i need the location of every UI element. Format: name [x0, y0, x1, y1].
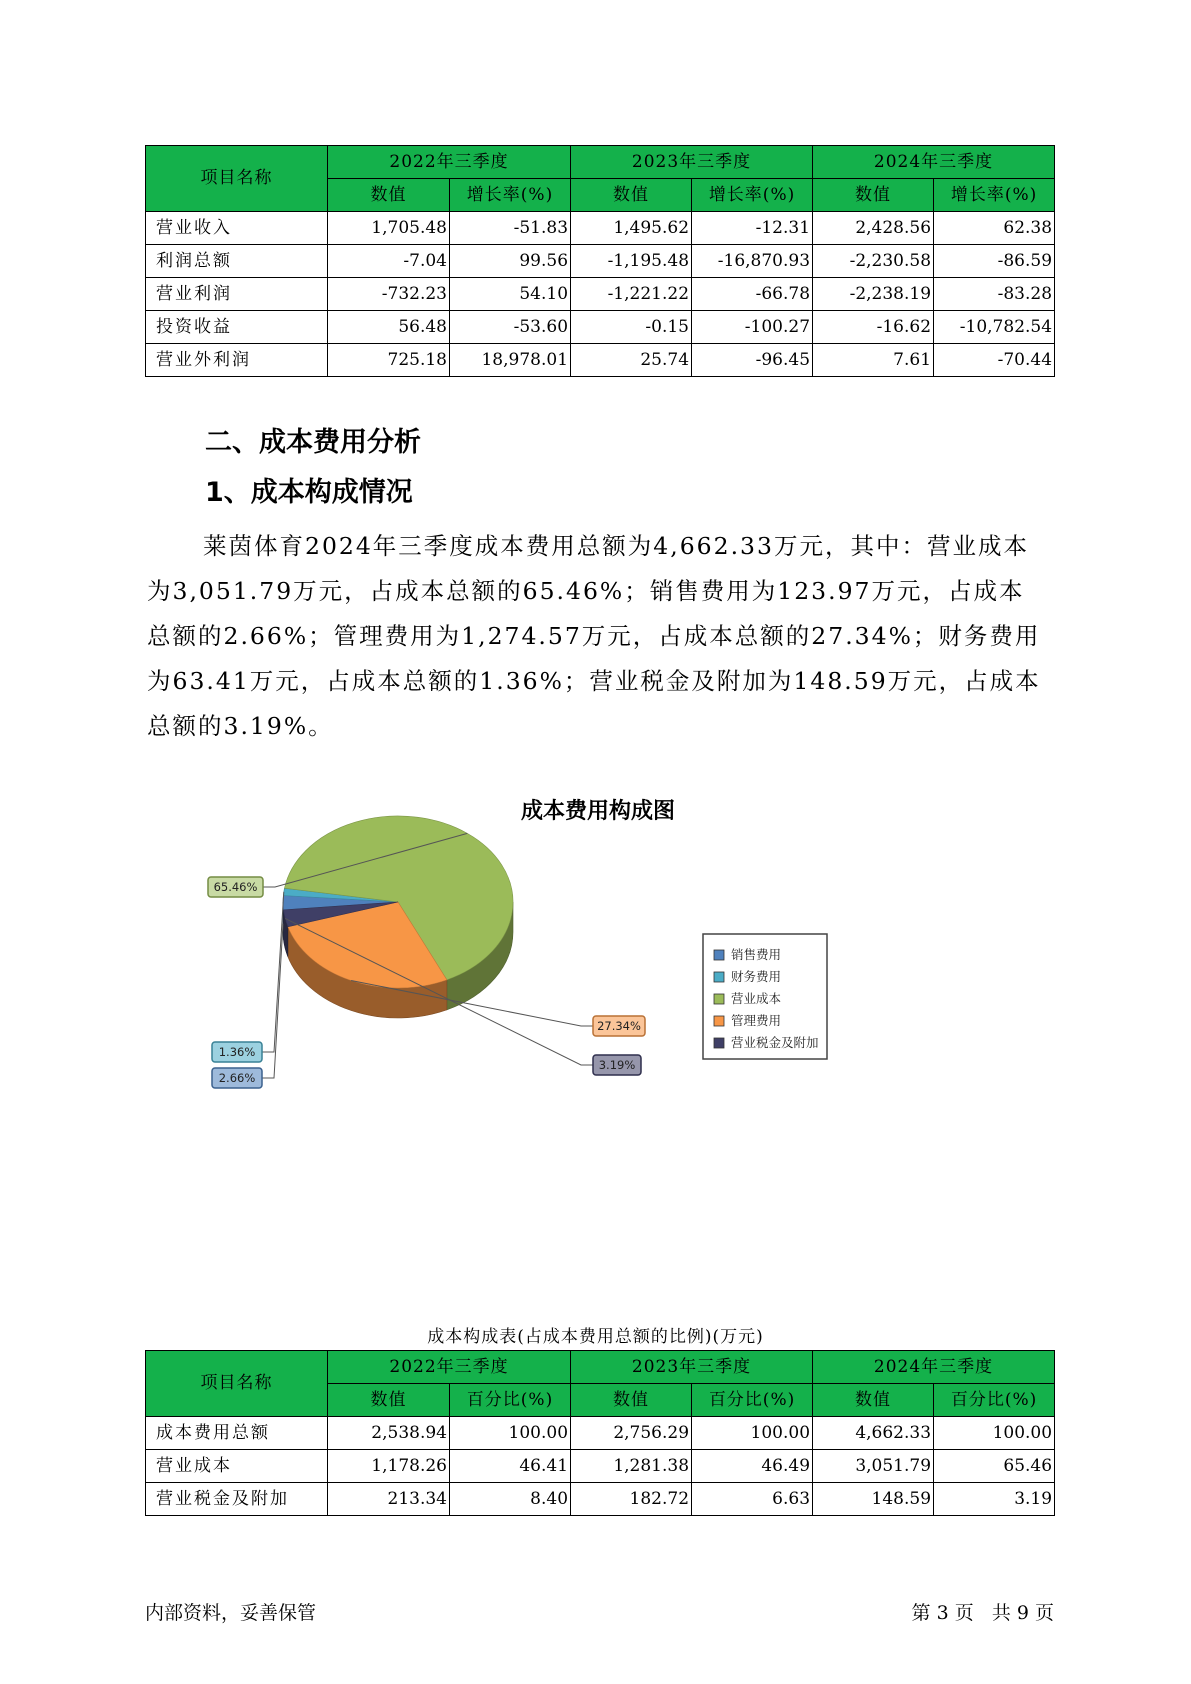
chart-title: 成本费用构成图: [520, 799, 676, 824]
cell-value: 56.48: [328, 311, 450, 344]
data-label: 27.34%: [597, 1019, 641, 1033]
header-percent: 百分比(%): [450, 1384, 571, 1417]
row-label: 成本费用总额: [146, 1417, 328, 1450]
header-value: 数值: [571, 1384, 692, 1417]
header-period: 2024年三季度: [813, 1351, 1055, 1384]
cell-growth: -70.44: [934, 344, 1055, 377]
cell-value: -732.23: [328, 278, 450, 311]
legend-swatch: [714, 1038, 724, 1048]
footer-note: 内部资料，妥善保管: [145, 1602, 317, 1624]
cell-percent: 46.49: [692, 1450, 813, 1483]
profit-table: [145, 145, 1055, 377]
header-growth: 增长率(%): [692, 179, 813, 212]
cost-pie-chart: [0, 780, 1191, 1120]
table-row: [146, 344, 1055, 377]
cell-growth: -96.45: [692, 344, 813, 377]
cell-value: 4,662.33: [813, 1417, 934, 1450]
cell-percent: 3.19: [934, 1483, 1055, 1516]
row-label: 营业外利润: [146, 344, 328, 377]
data-label: 1.36%: [218, 1045, 256, 1059]
data-label: 65.46%: [213, 880, 258, 894]
cell-percent: 100.00: [934, 1417, 1055, 1450]
cell-value: 1,495.62: [571, 212, 692, 245]
data-label: 2.66%: [218, 1071, 256, 1085]
cell-value: -2,230.58: [813, 245, 934, 278]
legend-label: 营业税金及附加: [731, 1035, 819, 1050]
legend-swatch: [714, 994, 724, 1004]
table-row: [146, 212, 1055, 245]
page-number: 第 3 页 共 9 页: [911, 1602, 1054, 1624]
cell-growth: -100.27: [692, 311, 813, 344]
header-value: 数值: [571, 179, 692, 212]
header-item-name: 项目名称: [146, 146, 328, 212]
cell-percent: 8.40: [450, 1483, 571, 1516]
cell-growth: -16,870.93: [692, 245, 813, 278]
cell-value: 7.61: [813, 344, 934, 377]
cell-value: -1,221.22: [571, 278, 692, 311]
cell-value: -1,195.48: [571, 245, 692, 278]
cell-growth: -12.31: [692, 212, 813, 245]
header-period: 2022年三季度: [328, 146, 571, 179]
table-row: [146, 278, 1055, 311]
row-label: 营业收入: [146, 212, 328, 245]
cell-value: -0.15: [571, 311, 692, 344]
header-period: 2023年三季度: [571, 146, 813, 179]
header-value: 数值: [813, 1384, 934, 1417]
cell-growth: -66.78: [692, 278, 813, 311]
cell-percent: 6.63: [692, 1483, 813, 1516]
legend-swatch: [714, 972, 724, 982]
cell-value: -2,238.19: [813, 278, 934, 311]
cell-value: 1,705.48: [328, 212, 450, 245]
cell-growth: 18,978.01: [450, 344, 571, 377]
cell-value: 182.72: [571, 1483, 692, 1516]
cell-value: 2,428.56: [813, 212, 934, 245]
cell-growth: -83.28: [934, 278, 1055, 311]
cell-growth: 54.10: [450, 278, 571, 311]
cell-value: 25.74: [571, 344, 692, 377]
cell-value: 725.18: [328, 344, 450, 377]
table-row: [146, 245, 1055, 278]
row-label: 营业税金及附加: [146, 1483, 328, 1516]
cell-value: 1,178.26: [328, 1450, 450, 1483]
cell-growth: 62.38: [934, 212, 1055, 245]
row-label: 投资收益: [146, 311, 328, 344]
legend-swatch: [714, 950, 724, 960]
cell-value: -7.04: [328, 245, 450, 278]
header-percent: 百分比(%): [934, 1384, 1055, 1417]
data-label: 3.19%: [598, 1058, 636, 1072]
header-value: 数值: [813, 179, 934, 212]
cell-value: 213.34: [328, 1483, 450, 1516]
section-heading: 二、成本费用分析: [205, 427, 421, 458]
cell-growth: -10,782.54: [934, 311, 1055, 344]
header-percent: 百分比(%): [692, 1384, 813, 1417]
legend-label: 营业成本: [731, 991, 782, 1006]
cell-value: 3,051.79: [813, 1450, 934, 1483]
table-row: [146, 1483, 1055, 1516]
legend-label: 管理费用: [731, 1013, 782, 1028]
legend-swatch: [714, 1016, 724, 1026]
cell-growth: -86.59: [934, 245, 1055, 278]
table-row: [146, 1417, 1055, 1450]
cell-percent: 65.46: [934, 1450, 1055, 1483]
cell-value: 148.59: [813, 1483, 934, 1516]
cell-growth: -53.60: [450, 311, 571, 344]
cost-table: [145, 1350, 1055, 1516]
header-period: 2023年三季度: [571, 1351, 813, 1384]
cell-growth: 99.56: [450, 245, 571, 278]
summary-paragraph: 莱茵体育2024年三季度成本费用总额为4,662.33万元，其中：营业成本为3,051.79万元，占成本总额的65.46%；销售费用为123.97万元，占成本总额的2.66%；管理费用为1,274.57万元，占成本总额的27.34%；财务费用为63.41万元，占成本总额的1.36%；营业税金及附加为148.59万元，占成本总额的3.19%。: [147, 532, 1041, 740]
cell-growth: -51.83: [450, 212, 571, 245]
cell-percent: 100.00: [450, 1417, 571, 1450]
table-row: [146, 1450, 1055, 1483]
leader-line: [262, 924, 283, 1078]
legend-label: 财务费用: [731, 969, 782, 984]
row-label: 营业成本: [146, 1450, 328, 1483]
header-item-name: 项目名称: [146, 1351, 328, 1417]
table-row: [146, 311, 1055, 344]
table-caption: 成本构成表(占成本费用总额的比例)(万元): [427, 1327, 764, 1347]
legend-label: 销售费用: [731, 947, 782, 962]
cell-value: -16.62: [813, 311, 934, 344]
cell-percent: 100.00: [692, 1417, 813, 1450]
header-period: 2024年三季度: [813, 146, 1055, 179]
row-label: 营业利润: [146, 278, 328, 311]
cell-value: 2,538.94: [328, 1417, 450, 1450]
subsection-heading: 1、成本构成情况: [205, 477, 413, 508]
cell-value: 2,756.29: [571, 1417, 692, 1450]
header-period: 2022年三季度: [328, 1351, 571, 1384]
row-label: 利润总额: [146, 245, 328, 278]
header-value: 数值: [328, 179, 450, 212]
cell-value: 1,281.38: [571, 1450, 692, 1483]
header-growth: 增长率(%): [934, 179, 1055, 212]
cell-percent: 46.41: [450, 1450, 571, 1483]
header-growth: 增长率(%): [450, 179, 571, 212]
header-value: 数值: [328, 1384, 450, 1417]
